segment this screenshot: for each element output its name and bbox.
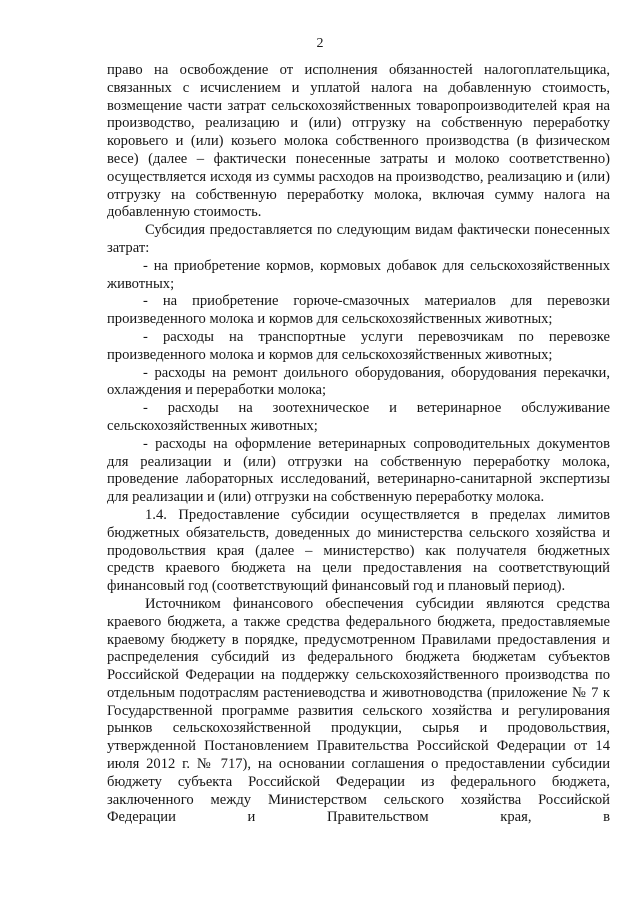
list-item-veterinary-documents: - расходы на оформление ветеринарных сопроводительных документов для реализации и (или) отгрузки на собственную переработку молока, проведение лабораторных исследований, ветеринарно-санитарной экспертизы для реализации и (или) отгрузки на собственную переработку молока. <box>107 435 610 506</box>
list-item-equipment-repair: - расходы на ремонт доильного оборудования, оборудования перекачки, охлаждения и переработки молока; <box>107 364 610 399</box>
paragraph-continuation: право на освобождение от исполнения обязанностей налогоплательщика, связанных с исчислением и уплатой налога на добавленную стоимость, возмещение части затрат сельскохозяйственных товаропроизводителей края на производство, реализацию и (или) отгрузку на собственную переработку коровьего и (или) козьего молока собственного производства (в физическом весе) (далее – фактически понесенные затраты и молоко соответственно) осуществляется исходя из суммы расходов на производство, реализацию и (или) отгрузку на собственную переработку молока, включая сумму налога на добавленную стоимость. <box>107 62 610 221</box>
list-item-transport: - расходы на транспортные услуги перевозчикам по перевозке произведенного молока и кормов для сельскохозяйственных животных; <box>107 328 610 363</box>
paragraph-funding-source: Источником финансового обеспечения субсидии являются средства краевого бюджета, а также средства федерального бюджета, предоставляемые краевому бюджету в порядке, предусмотренном Правилами предоставления и распределения субсидий из федерального бюджета бюджетам субъектов Российской Федерации на поддержку сельскохозяйственного производства по отдельным подотраслям растениеводства и животноводства (приложение № 7 к Государственной программе развития сельского хозяйства и регулирования рынков сельскохозяйственной продукции, сырья и продовольствия, утвержденной Постановлением Правительства Российской Федерации от 14 июля 2012 г. № 717), на основании соглашения о предоставлении субсидии бюджету субъекта Российской Федерации из федерального бюджета, заключенного между Министерством сельского хозяйства Российской Федерации и Правительством края, в <box>107 595 610 826</box>
paragraph-section-1-4: 1.4. Предоставление субсидии осуществляется в пределах лимитов бюджетных обязательств, доведенных до министерства сельского хозяйства и продовольствия края (далее – министерство) как получателя бюджетных средств краевого бюджета на цели предоставления на соответствующий финансовый год (соответствующий финансовый год и плановый период). <box>107 506 610 595</box>
paragraph-subsidy-types-intro: Субсидия предоставляется по следующим видам фактически понесенных затрат: <box>107 222 610 256</box>
list-item-veterinary-service: - расходы на зоотехническое и ветеринарное обслуживание сельскохозяйственных животных; <box>107 400 610 434</box>
document-body <box>107 62 610 827</box>
list-item-fuel: - на приобретение горюче-смазочных материалов для перевозки произведенного молока и кормов для сельскохозяйственных животных; <box>107 293 610 328</box>
page-number: 2 <box>316 36 324 51</box>
list-item-feed: - на приобретение кормов, кормовых добавок для сельскохозяйственных животных; <box>107 257 610 292</box>
